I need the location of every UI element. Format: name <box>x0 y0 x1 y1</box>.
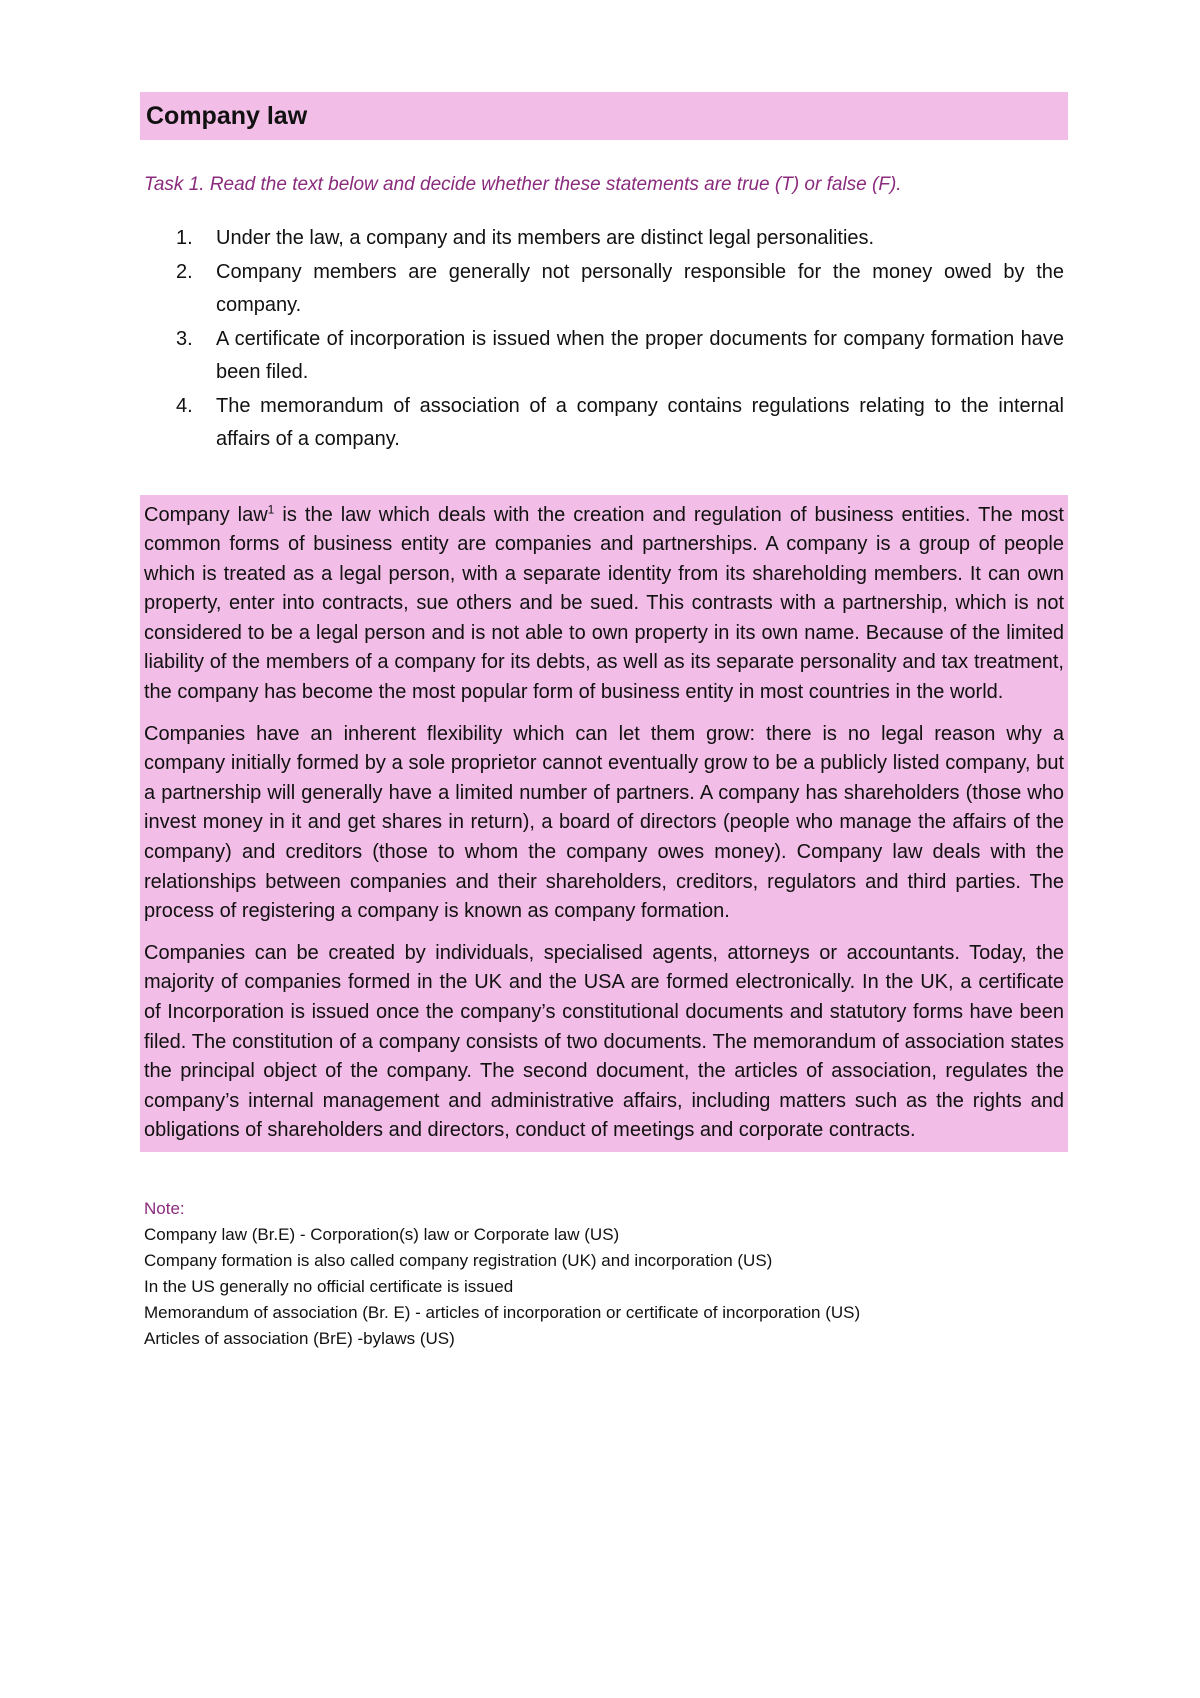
passage-paragraph-1 <box>144 501 1064 708</box>
statement-item <box>140 390 1068 457</box>
passage-text: is the law which deals with the creation and regulation of business entities. The most common forms of business entity are companies and partnerships. A company is a group of people which is treated as a legal person, with a separate identity from its shareholding members. It can own property, enter into contracts, sue others and be sued. This contrasts with a partnership, which is not considered to be a legal person and is not able to own property in its own name. Because of the limited liability of the members of a company for its debts, as well as its separate personality and tax treatment, the company has become the most popular form of business entity in most countries in the world. <box>144 503 1064 704</box>
notes-label: Note: <box>144 1198 185 1218</box>
statement-text: A certificate of incorporation is issued when the proper documents for company formation have been filed. <box>216 327 1064 383</box>
note-line: Articles of association (BrE) -bylaws (US) <box>144 1328 455 1348</box>
passage-paragraph-3: Companies can be created by individuals, specialised agents, attorneys or accountants. Today, the majority of companies formed in the UK and the USA are formed electronically. In the UK, a certificate of Incorporation is issued once the company’s constitutional documents and statutory forms have been filed. The constitution of a company consists of two documents. The memorandum of association states the principal object of the company. The second document, the articles of association, regulates the company’s internal management and administrative affairs, including matters such as the rights and obligations of shareholders and directors, conduct of meetings and corporate contracts. <box>144 941 1064 1142</box>
note-line: Company formation is also called company registration (UK) and incorporation (US) <box>144 1250 773 1270</box>
statement-text: Company members are generally not personally responsible for the money owed by the company. <box>216 260 1064 316</box>
note-line: Company law (Br.E) - Corporation(s) law or Corporate law (US) <box>144 1224 620 1244</box>
passage-term: Company law <box>144 503 268 526</box>
title-band <box>140 92 1068 140</box>
note-line: Memorandum of association (Br. E) - articles of incorporation or certificate of incorporation (US) <box>144 1302 861 1322</box>
statement-item <box>140 256 1068 323</box>
note-line: In the US generally no official certificate is issued <box>144 1276 514 1296</box>
statement-list <box>140 222 1068 457</box>
passage-paragraph-2: Companies have an inherent flexibility which can let them grow: there is no legal reason why a company initially formed by a sole proprietor cannot eventually grow to be a publicly listed company, but a partnership will generally have a limited number of partners. A company has shareholders (those who invest money in it and get shares in return), a board of directors (people who manage the affairs of the company) and creditors (those to whom the company owes money). Company law deals with the relationships between companies and their shareholders, creditors, regulators and third parties. The process of registering a company is known as company formation. <box>144 722 1064 923</box>
statement-number: 2. <box>176 260 193 283</box>
statement-text: The memorandum of association of a company contains regulations relating to the internal affairs of a company. <box>216 394 1064 450</box>
task-instruction: Task 1. Read the text below and decide whether these statements are true (T) or false (F). <box>144 174 902 195</box>
statement-number: 3. <box>176 327 193 350</box>
footnote-marker: 1 <box>267 501 275 516</box>
notes-section <box>140 1196 1068 1352</box>
statement-number: 1. <box>176 227 193 249</box>
page-title: Company law <box>146 101 308 130</box>
statement-number: 4. <box>176 394 193 417</box>
reading-passage <box>140 495 1068 1152</box>
statement-item <box>140 323 1068 390</box>
document-page <box>140 92 1068 1352</box>
statement-item <box>140 222 1068 256</box>
statement-text: Under the law, a company and its members are distinct legal personalities. <box>216 227 875 249</box>
